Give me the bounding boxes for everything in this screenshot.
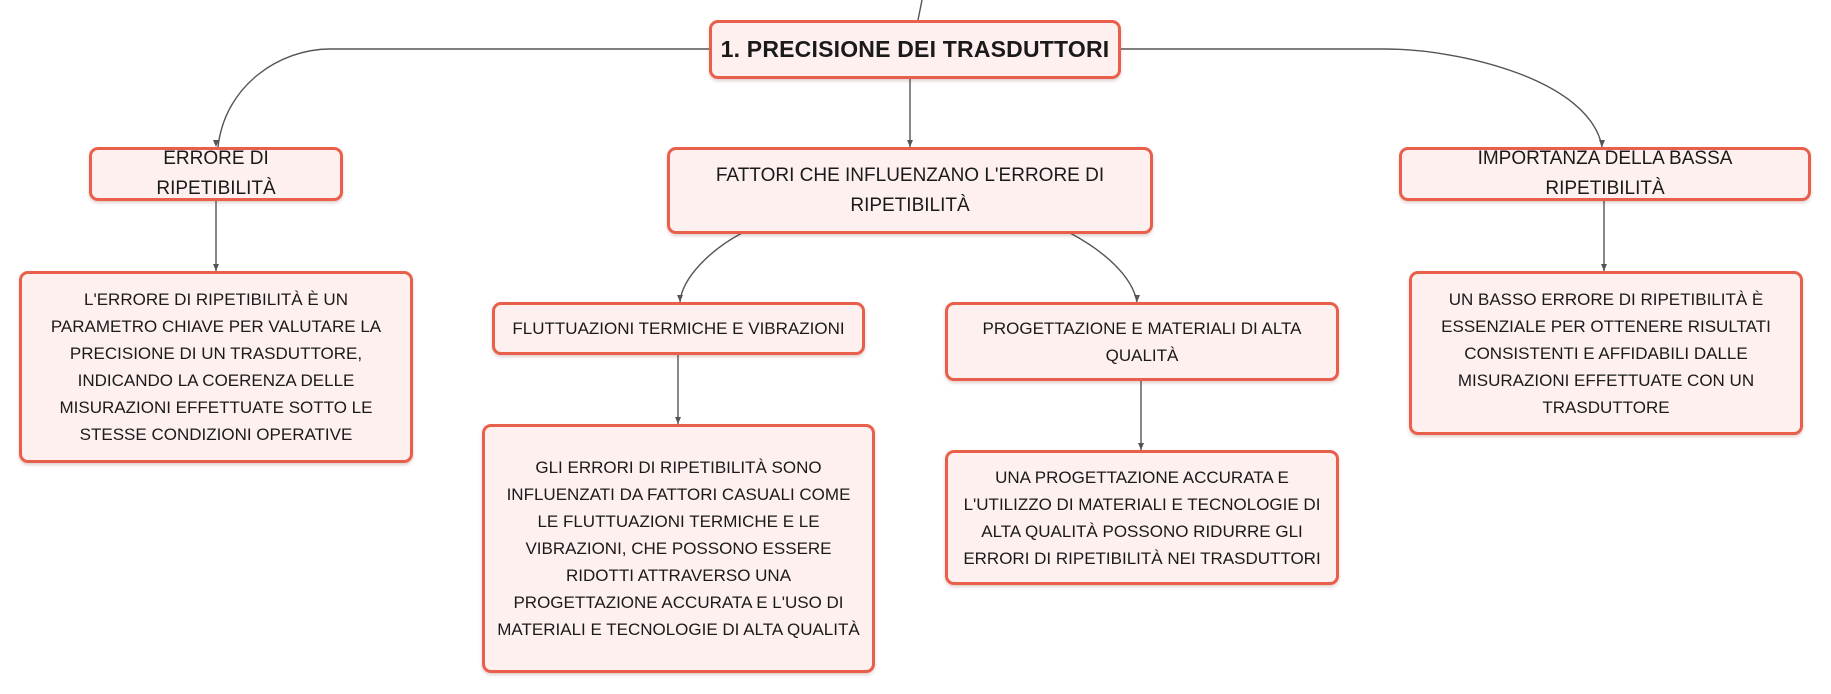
connector-parent-to-root (918, 0, 922, 20)
subtopic-label: PROGETTAZIONE E MATERIALI DI ALTA QUALITÀ (982, 318, 1302, 365)
topic-label: ERRORE DI RIPETIBILITÀ (156, 148, 276, 199)
topic-label: IMPORTANZA DELLA BASSA RIPETIBILITÀ (1477, 148, 1733, 199)
detail-progettazione-materiali[interactable] (945, 450, 1339, 585)
detail-fluttuazioni-termiche[interactable] (482, 424, 875, 673)
detail-importanza-bassa-ripetibilita[interactable] (1409, 271, 1803, 435)
subtopic-label: FLUTTUAZIONI TERMICHE E VIBRAZIONI (512, 319, 845, 338)
topic-errore-ripetibilita[interactable] (89, 147, 343, 201)
detail-errore-ripetibilita[interactable] (19, 271, 413, 463)
connector-fattori-to-progettazione (1070, 233, 1137, 302)
arrowhead (213, 264, 219, 271)
connector-fattori-to-fluttuazioni (680, 233, 742, 302)
subtopic-progettazione-materiali[interactable] (945, 302, 1339, 381)
topic-importanza-bassa-ripetibilita[interactable] (1399, 147, 1811, 201)
connector-root-to-errore (218, 49, 709, 147)
arrowhead (1134, 295, 1140, 302)
topic-fattori-influenzano[interactable] (667, 147, 1153, 234)
subtopic-fluttuazioni-termiche[interactable] (492, 302, 865, 355)
root-node-label: 1. PRECISIONE DEI TRASDUTTORI (720, 36, 1110, 62)
topic-label: FATTORI CHE INFLUENZANO L'ERRORE DI RIPETIBILITÀ (715, 164, 1105, 216)
arrowhead (907, 140, 913, 147)
detail-text: UN BASSO ERRORE DI RIPETIBILITÀ È ESSENZIALE PER OTTENERE RISULTATI CONSISTENTI E AFFIDABILI DALLE MISURAZIONI EFFETTUATE CON UN TRASDUTTORE (1441, 289, 1771, 417)
detail-text: UNA PROGETTAZIONE ACCURATA E L'UTILIZZO DI MATERIALI E TECNOLOGIE DI ALTA QUALITÀ POSSONO RIDURRE GLI ERRORI DI RIPETIBILITÀ NEI TRASDUTTORI (963, 467, 1321, 568)
arrowhead (675, 417, 681, 424)
arrowhead (1601, 264, 1607, 271)
arrowhead (677, 295, 683, 302)
detail-text: L'ERRORE DI RIPETIBILITÀ È UN PARAMETRO CHIAVE PER VALUTARE LA PRECISIONE DI UN TRASDUTTORE, INDICANDO LA COERENZA DELLE MISURAZIONI EFFETTUATE SOTTO LE STESSE CONDIZIONI OPERATIVE (50, 290, 382, 444)
connector-root-to-importanza (1120, 49, 1602, 147)
root-node[interactable] (709, 20, 1121, 79)
detail-text: GLI ERRORI DI RIPETIBILITÀ SONO INFLUENZATI DA FATTORI CASUALI COME LE FLUTTUAZIONI TERMICHE E LE VIBRAZIONI, CHE POSSONO ESSERE RIDOTTI ATTRAVERSO UNA PROGETTAZIONE ACCURATA E L'USO DI MATERIALI E TECNOLOGIE DI ALTA QUALITÀ (497, 458, 860, 639)
arrowhead (1138, 443, 1144, 450)
